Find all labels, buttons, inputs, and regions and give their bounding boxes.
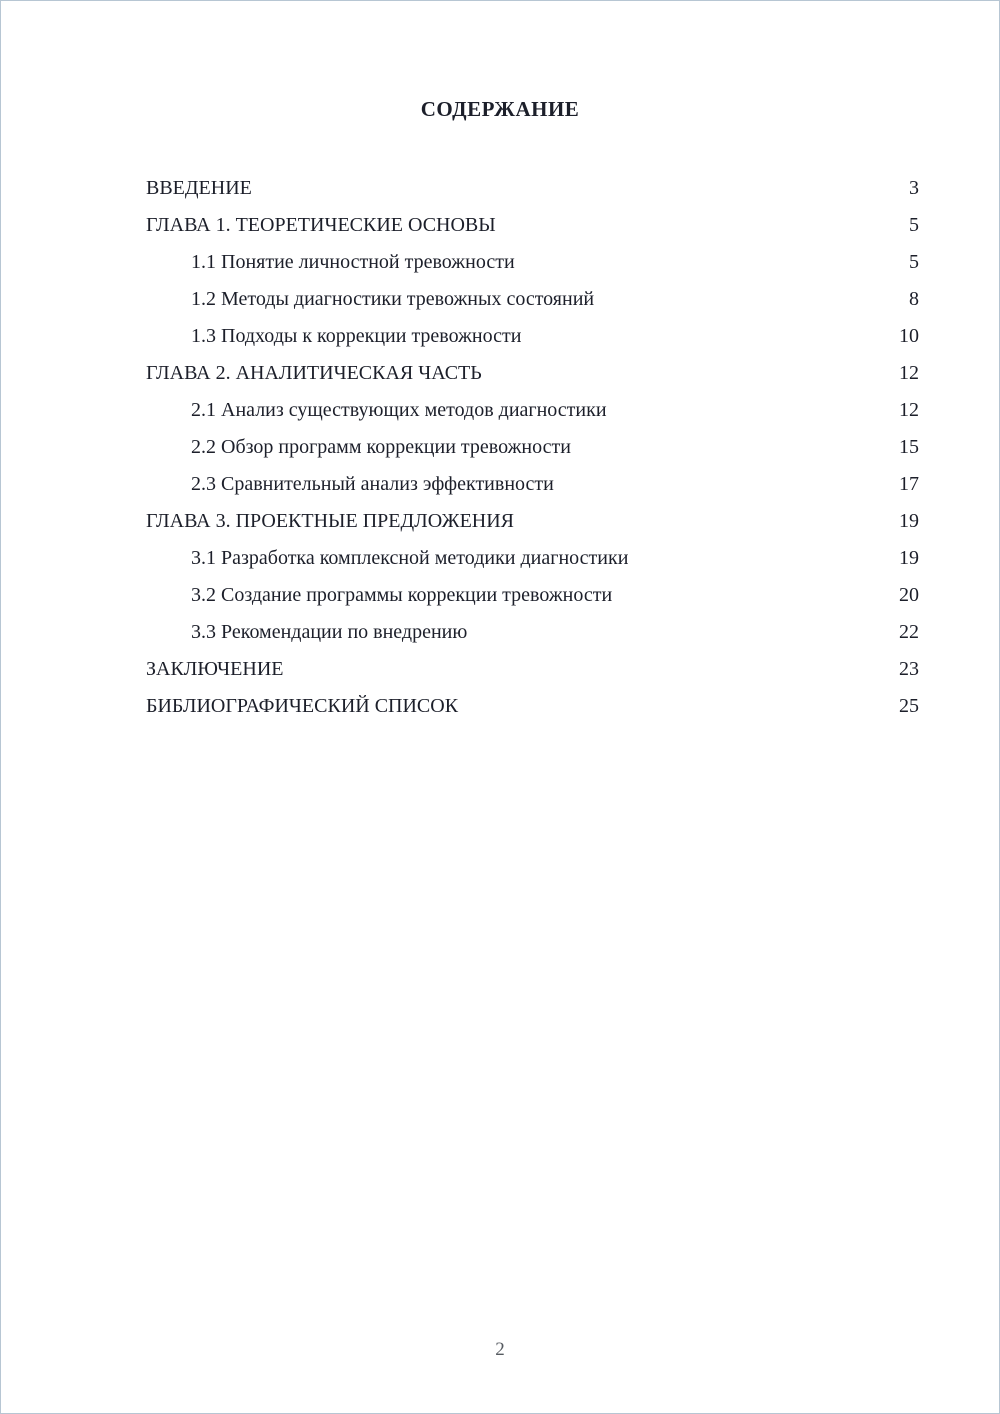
toc-entry <box>1 503 999 540</box>
toc-entry-label: 2.1 Анализ существующих методов диагностики <box>191 399 607 421</box>
toc-entry-page-number: 15 <box>899 436 919 458</box>
toc-entry-page-number: 23 <box>899 658 919 680</box>
toc-entry <box>1 170 999 207</box>
toc-entry-page-number: 8 <box>909 288 919 310</box>
toc-entry-label: 3.1 Разработка комплексной методики диагностики <box>191 547 629 569</box>
toc-entry-label: 3.2 Создание программы коррекции тревожности <box>191 584 613 606</box>
toc-entry-page-number: 19 <box>899 547 919 569</box>
toc-entry-label: ВВЕДЕНИЕ <box>146 177 252 199</box>
toc-entry-page-number: 19 <box>899 510 919 532</box>
toc-entry <box>1 318 999 355</box>
toc-entry <box>1 207 999 244</box>
toc-entry-page-number: 5 <box>909 214 919 236</box>
toc-entry-page-number: 22 <box>899 621 919 643</box>
toc-entry-label: 1.2 Методы диагностики тревожных состояний <box>191 288 595 310</box>
toc-entry <box>1 355 999 392</box>
toc-entry-page-number: 12 <box>899 362 919 384</box>
toc-entry-label: ГЛАВА 1. ТЕОРЕТИЧЕСКИЕ ОСНОВЫ <box>146 214 496 236</box>
toc-entry <box>1 577 999 614</box>
toc-entry-page-number: 3 <box>909 177 919 199</box>
toc-entry <box>1 281 999 318</box>
toc-entry-label: ГЛАВА 2. АНАЛИТИЧЕСКАЯ ЧАСТЬ <box>146 362 482 384</box>
toc-entry-page-number: 10 <box>899 325 919 347</box>
table-of-contents <box>1 170 999 725</box>
toc-entry <box>1 540 999 577</box>
page-title: СОДЕРЖАНИЕ <box>420 97 580 121</box>
toc-entry-page-number: 5 <box>909 251 919 273</box>
toc-entry-page-number: 25 <box>899 695 919 717</box>
toc-entry-label: 2.2 Обзор программ коррекции тревожности <box>191 436 571 458</box>
toc-entry-label: ГЛАВА 3. ПРОЕКТНЫЕ ПРЕДЛОЖЕНИЯ <box>146 510 515 532</box>
toc-entry <box>1 244 999 281</box>
toc-entry-label: 3.3 Рекомендации по внедрению <box>191 621 468 643</box>
toc-entry <box>1 429 999 466</box>
toc-entry-page-number: 20 <box>899 584 919 606</box>
toc-entry-label: БИБЛИОГРАФИЧЕСКИЙ СПИСОК <box>146 695 459 717</box>
toc-entry <box>1 688 999 725</box>
toc-entry-label: 2.3 Сравнительный анализ эффективности <box>191 473 554 495</box>
toc-entry <box>1 651 999 688</box>
toc-entry <box>1 466 999 503</box>
toc-entry-page-number: 12 <box>899 399 919 421</box>
footer-page-number: 2 <box>495 1339 505 1360</box>
toc-entry-label: 1.3 Подходы к коррекции тревожности <box>191 325 522 347</box>
toc-entry-label: ЗАКЛЮЧЕНИЕ <box>146 658 284 680</box>
toc-entry <box>1 614 999 651</box>
toc-entry-label: 1.1 Понятие личностной тревожности <box>191 251 515 273</box>
toc-entry-page-number: 17 <box>899 473 919 495</box>
toc-entry <box>1 392 999 429</box>
